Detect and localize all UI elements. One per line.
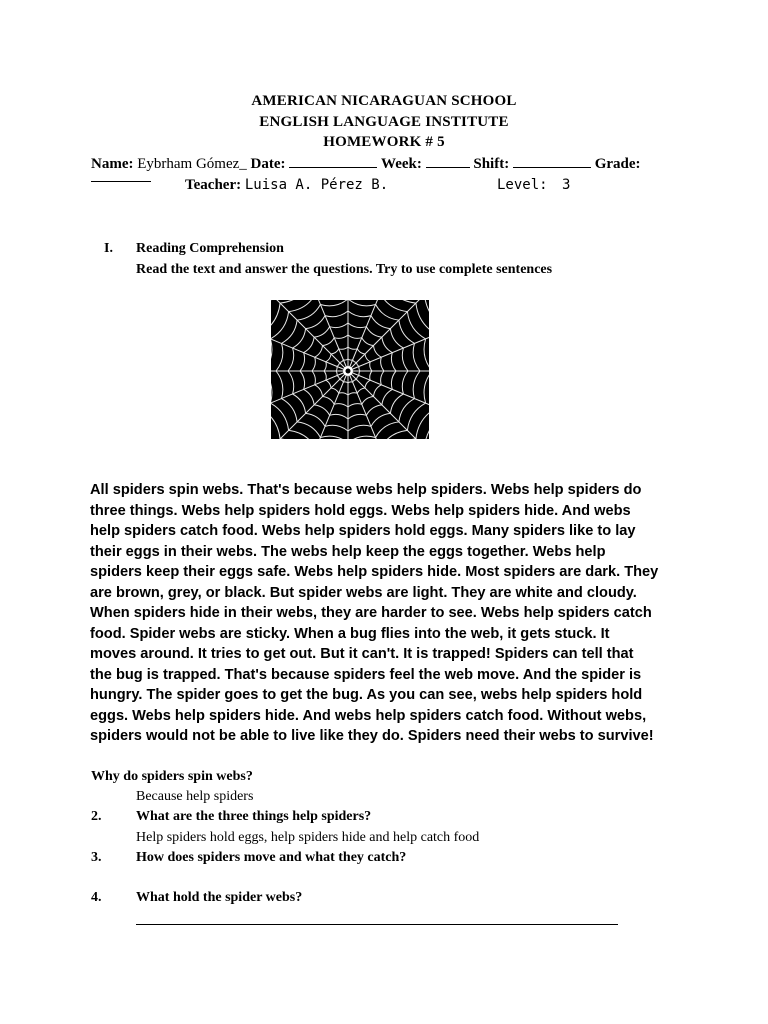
- question-3-number: 3.: [91, 850, 102, 865]
- name-value: Eybrham Gómez_: [137, 156, 247, 172]
- passage-line: help spiders catch food. Webs help spiders hold eggs. Many spiders like to lay: [90, 523, 636, 539]
- section-title: Reading Comprehension: [136, 241, 284, 256]
- passage-line: are brown, grey, or black. But spider webs are light. They are white and cloudy.: [90, 584, 637, 601]
- spider-web-icon: [271, 300, 429, 439]
- section-instructions: Read the text and answer the questions. Try to use complete sentences: [136, 262, 553, 277]
- shift-blank: [513, 155, 591, 168]
- institute-name: ENGLISH LANGUAGE INSTITUTE: [259, 114, 509, 130]
- question-1: Why do spiders spin webs?: [91, 769, 253, 784]
- teacher-value: Luisa A. Pérez B.: [244, 177, 389, 193]
- passage-line: food. Spider webs are sticky. When a bug flies into the web, it gets stuck. It: [90, 625, 610, 642]
- question-2: What are the three things help spiders?: [136, 809, 372, 824]
- passage-line: the bug is trapped. That's because spiders feel the web move. And the spider is: [90, 666, 642, 683]
- question-4: What hold the spider webs?: [136, 890, 303, 905]
- grade-blank: [91, 181, 151, 182]
- passage-line: their eggs in their webs. The webs help keep the eggs together. Webs help: [90, 543, 606, 560]
- student-info-row: [91, 155, 641, 173]
- name-label: Name:: [91, 156, 134, 172]
- question-2-number: 2.: [91, 809, 102, 824]
- answer-2: Help spiders hold eggs, help spiders hide and help catch food: [136, 830, 480, 845]
- passage-line: All spiders spin webs. That's because webs help spiders. Webs help spiders do: [90, 482, 642, 498]
- shift-label: Shift:: [473, 156, 510, 172]
- week-label: Week:: [381, 156, 422, 172]
- passage-line: spiders would not be able to live like they do. Spiders need their webs to survive!: [90, 728, 654, 744]
- answer-1: Because help spiders: [136, 789, 254, 804]
- homework-title: HOMEWORK # 5: [323, 134, 445, 150]
- teacher-row: [185, 177, 388, 194]
- reading-passage: [90, 480, 690, 747]
- date-blank: [289, 155, 377, 168]
- grade-label: Grade:: [594, 156, 641, 172]
- week-blank: [426, 155, 470, 168]
- level-row: [497, 177, 570, 193]
- question-3: How does spiders move and what they catch?: [136, 850, 407, 865]
- question-4-number: 4.: [91, 890, 102, 905]
- passage-line: spiders keep their eggs safe. Webs help spiders hide. Most spiders are dark. They: [90, 564, 659, 580]
- passage-line: When spiders hide in their webs, they are harder to see. Webs help spiders catch: [90, 605, 652, 621]
- passage-line: moves around. It tries to get out. But it can't. It is trapped! Spiders can tell that: [90, 646, 634, 662]
- passage-line: three things. Webs help spiders hold eggs. Webs help spiders hide. And webs: [90, 502, 631, 519]
- school-name: AMERICAN NICARAGUAN SCHOOL: [251, 93, 517, 109]
- date-label: Date:: [250, 156, 286, 172]
- level-label: Level:: [497, 177, 548, 193]
- passage-line: hungry. The spider goes to get the bug. As you can see, webs help spiders hold: [90, 687, 643, 703]
- passage-line: eggs. Webs help spiders hide. And webs help spiders catch food. Without webs,: [90, 707, 647, 724]
- answer-4-line[interactable]: [136, 924, 618, 925]
- level-value: 3: [562, 177, 571, 193]
- teacher-label: Teacher:: [185, 177, 242, 193]
- section-number: I.: [104, 241, 113, 256]
